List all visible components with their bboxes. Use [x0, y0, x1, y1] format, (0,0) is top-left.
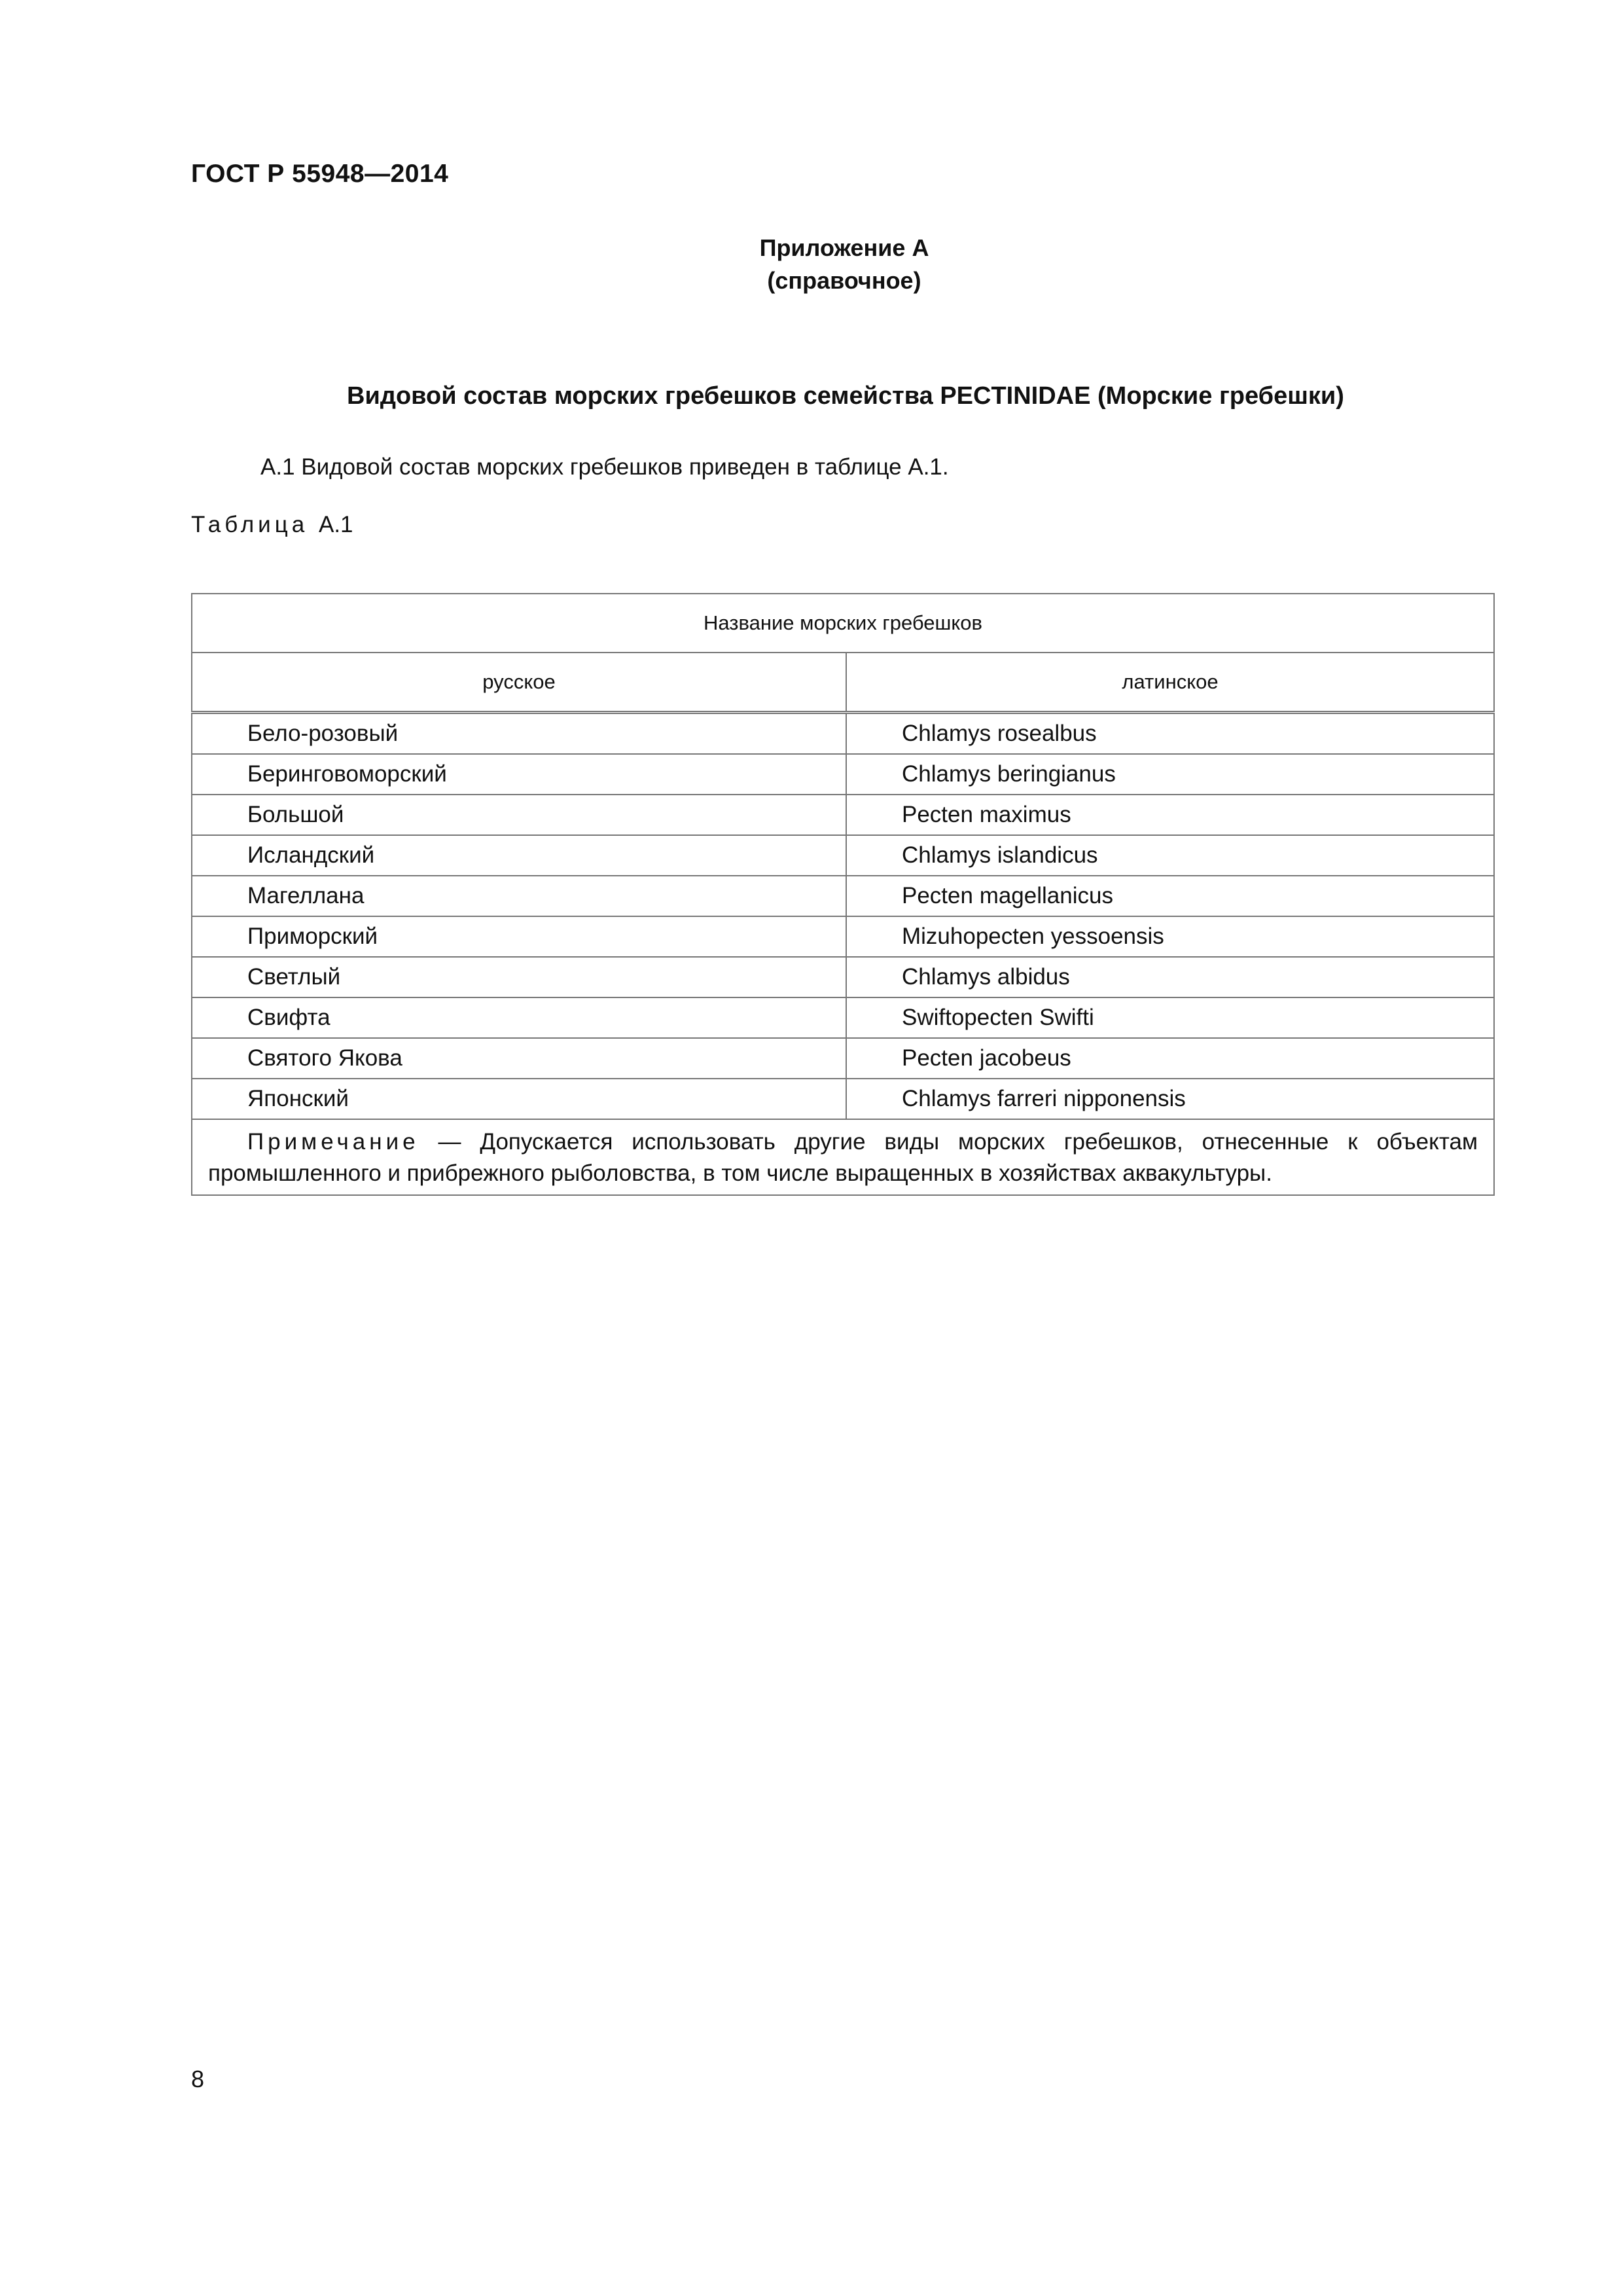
russian-name-cell: Светлый: [192, 957, 846, 997]
standard-designation: ГОСТ Р 55948—2014: [191, 160, 449, 188]
russian-name-cell: Бело-розовый: [192, 713, 846, 755]
russian-name-cell: Большой: [192, 795, 846, 835]
intro-paragraph: А.1 Видовой состав морских гребешков приведен в таблице А.1.: [260, 454, 949, 480]
species-table: [191, 593, 1495, 1196]
table-row: [192, 957, 1494, 997]
table-row: [192, 795, 1494, 835]
russian-name-cell: Свифта: [192, 997, 846, 1038]
table-row: [192, 876, 1494, 916]
latin-name-cell: Chlamys farreri nipponensis: [846, 1079, 1494, 1119]
table-row: [192, 997, 1494, 1038]
latin-name-cell: Chlamys rosealbus: [846, 713, 1494, 755]
latin-name-cell: Chlamys albidus: [846, 957, 1494, 997]
latin-name-cell: Pecten maximus: [846, 795, 1494, 835]
latin-name-cell: Chlamys beringianus: [846, 754, 1494, 795]
table-note-row: [192, 1119, 1494, 1195]
russian-name-cell: Исландский: [192, 835, 846, 876]
russian-name-cell: Беринговоморский: [192, 754, 846, 795]
page-number: 8: [191, 2066, 205, 2092]
note-text: — Допускается использовать другие виды морских гребешков, отнесенные к объектам промышленного и прибрежного рыболовства, в том числе выращенных в хозяйствах аквакультуры.: [208, 1129, 1478, 1186]
column-header-latin: латинское: [846, 653, 1494, 713]
russian-name-cell: Японский: [192, 1079, 846, 1119]
latin-name-cell: Swiftopecten Swifti: [846, 997, 1494, 1038]
table-row: [192, 713, 1494, 755]
table-group-header: Название морских гребешков: [192, 594, 1494, 653]
section-title: Видовой состав морских гребешков семейства PECTINIDAE (Морские гребешки): [347, 382, 1344, 410]
note-label: Примечание: [247, 1129, 419, 1155]
appendix-title: Приложение А: [759, 234, 929, 261]
column-header-russian: русское: [192, 653, 846, 713]
table-row: [192, 916, 1494, 957]
table-caption: [191, 512, 353, 538]
table-caption-label: Таблица: [191, 512, 309, 537]
russian-name-cell: Приморский: [192, 916, 846, 957]
table-caption-number: А.1: [318, 512, 353, 537]
table-row: [192, 1079, 1494, 1119]
russian-name-cell: Магеллана: [192, 876, 846, 916]
russian-name-cell: Святого Якова: [192, 1038, 846, 1079]
latin-name-cell: Pecten jacobeus: [846, 1038, 1494, 1079]
table-row: [192, 754, 1494, 795]
appendix-type: (справочное): [767, 267, 921, 294]
table-row: [192, 1038, 1494, 1079]
table-row: [192, 835, 1494, 876]
latin-name-cell: Pecten magellanicus: [846, 876, 1494, 916]
table-note: [192, 1119, 1494, 1195]
latin-name-cell: Chlamys islandicus: [846, 835, 1494, 876]
appendix-heading: [0, 232, 1623, 297]
latin-name-cell: Mizuhopecten yessoensis: [846, 916, 1494, 957]
